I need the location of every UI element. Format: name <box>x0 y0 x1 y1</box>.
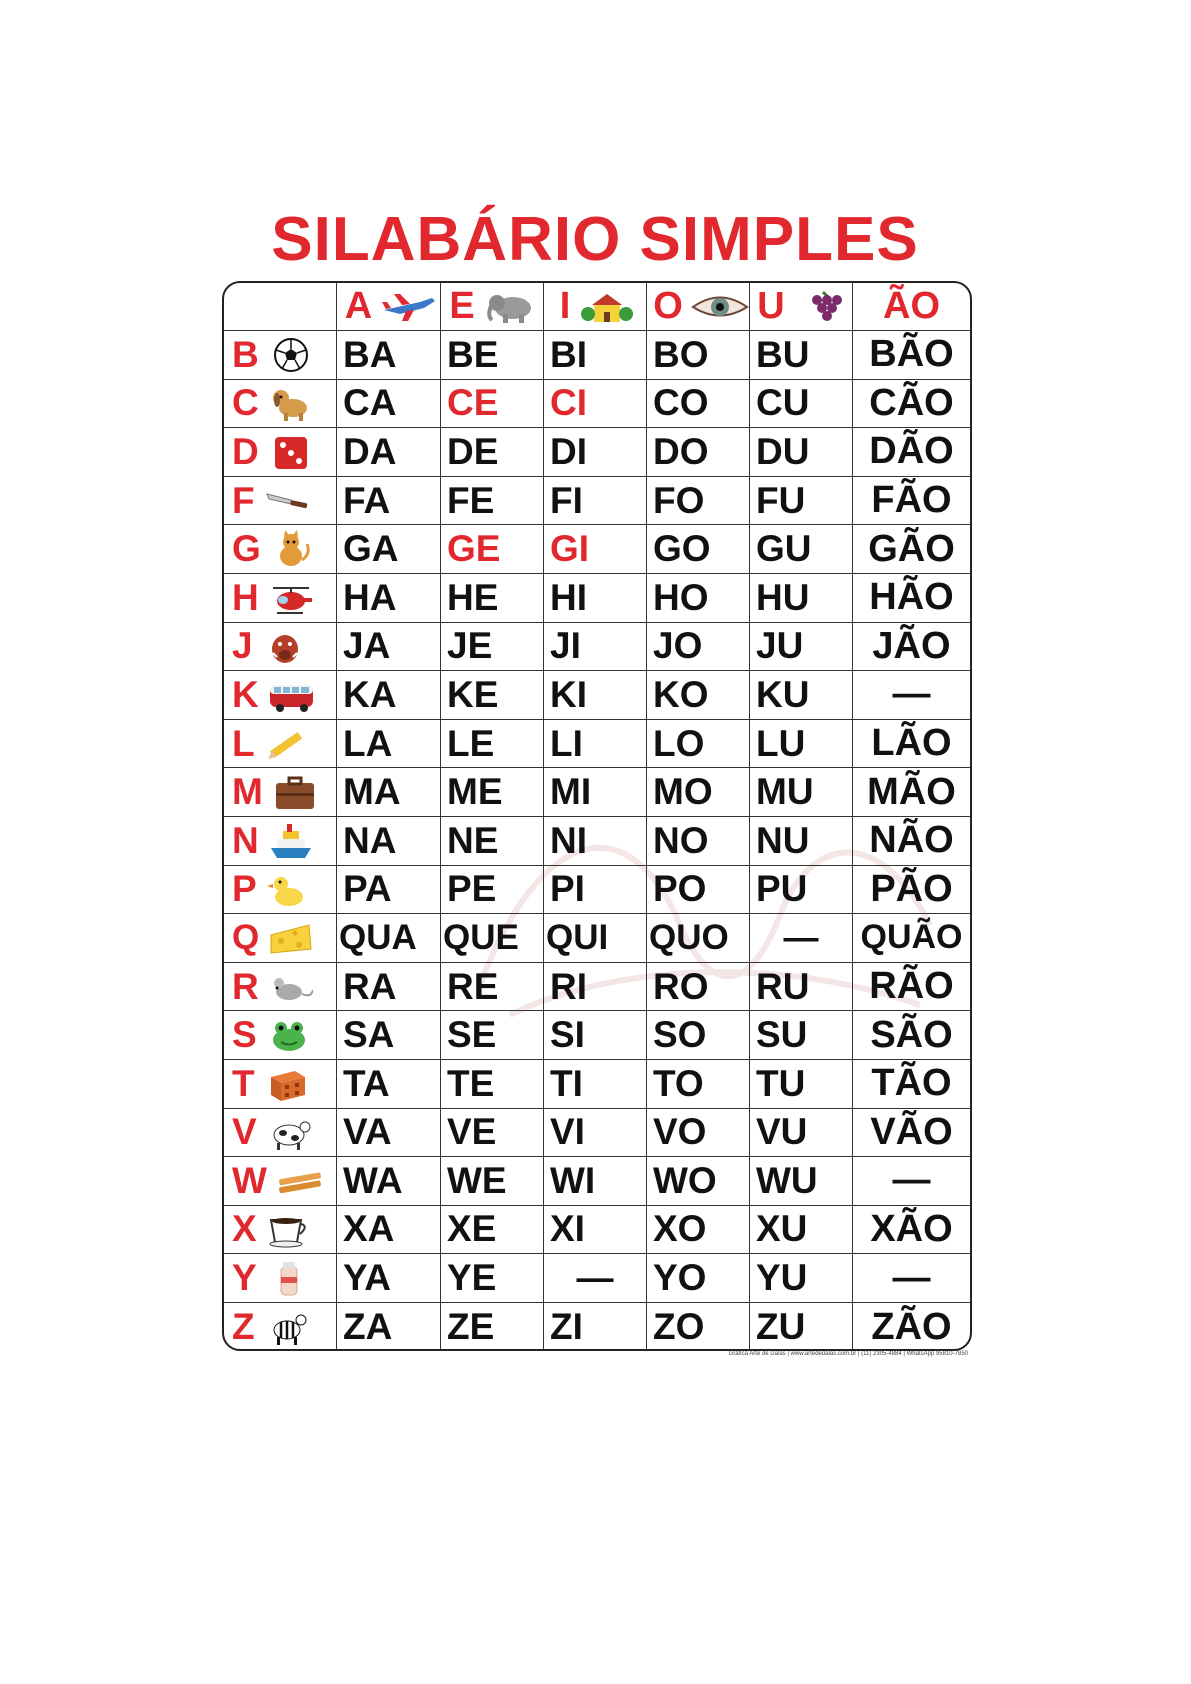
syllable-cell: FO <box>647 477 750 526</box>
zebra-icon <box>265 1308 309 1346</box>
syllable-cell: BE <box>441 331 544 380</box>
syllable-chart-poster <box>210 205 980 1365</box>
vowel-header-o <box>647 283 750 331</box>
syllable-cell: CÃO <box>853 380 970 429</box>
syllable-cell: TÃO <box>853 1060 970 1109</box>
syllable-cell: DE <box>441 428 544 477</box>
syllable-cell: RE <box>441 963 544 1012</box>
syllable-cell: FU <box>750 477 853 526</box>
consonant-cell-v <box>224 1109 337 1158</box>
syllable-cell: HI <box>544 574 647 623</box>
syllable-cell: VÃO <box>853 1109 970 1158</box>
wafer-icon <box>277 1162 321 1200</box>
syllable-cell: WE <box>441 1157 544 1206</box>
consonant-cell-q <box>224 914 337 963</box>
syllable-cell: QUO <box>647 914 750 963</box>
consonant-label: C <box>232 382 259 424</box>
vowel-header-i <box>544 283 647 331</box>
syllable-cell: YO <box>647 1254 750 1303</box>
publisher-footer: Gráfica Arte de Dalas | www.artededalas.com.br | (11) 2305-4884 | WhatsApp 95810-7850 <box>728 1351 968 1357</box>
syllable-cell: PI <box>544 866 647 915</box>
consonant-cell-t <box>224 1060 337 1109</box>
syllable-cell: LU <box>750 720 853 769</box>
consonant-label: K <box>232 673 259 715</box>
ball-icon <box>269 336 313 374</box>
syllable-cell: HE <box>441 574 544 623</box>
syllable-cell: ZA <box>337 1303 441 1351</box>
boar-icon <box>263 627 307 665</box>
syllable-cell: PA <box>337 866 441 915</box>
syllable-cell: PU <box>750 866 853 915</box>
consonant-label: Y <box>232 1257 257 1299</box>
syllable-cell: LÃO <box>853 720 970 769</box>
dice-icon <box>269 433 313 471</box>
vowel-header-u <box>750 283 853 331</box>
syllable-cell: QUI <box>544 914 647 963</box>
syllable-cell: PO <box>647 866 750 915</box>
syllable-cell: YE <box>441 1254 544 1303</box>
consonant-label: M <box>232 771 263 813</box>
consonant-label: P <box>232 868 257 910</box>
syllable-cell: CI <box>544 380 647 429</box>
syllable-cell: XE <box>441 1206 544 1255</box>
syllable-cell: PE <box>441 866 544 915</box>
syllable-cell: TO <box>647 1060 750 1109</box>
syllable-cell: GE <box>441 525 544 574</box>
syllable-cell: WA <box>337 1157 441 1206</box>
syllable-cell: XO <box>647 1206 750 1255</box>
cat-icon <box>271 530 315 568</box>
consonant-label: S <box>232 1014 257 1056</box>
syllable-cell: LO <box>647 720 750 769</box>
syllable-cell: TE <box>441 1060 544 1109</box>
consonant-label: V <box>232 1111 257 1153</box>
cheese-icon <box>269 919 313 957</box>
syllable-cell: VU <box>750 1109 853 1158</box>
syllable-cell: NE <box>441 817 544 866</box>
syllable-cell: GU <box>750 525 853 574</box>
syllable-cell: HA <box>337 574 441 623</box>
syllable-cell: MA <box>337 768 441 817</box>
consonant-label: J <box>232 625 253 667</box>
syllable-cell: GI <box>544 525 647 574</box>
eye-icon <box>691 290 749 324</box>
vowel-label: ÃO <box>883 285 940 327</box>
syllable-cell: BI <box>544 331 647 380</box>
consonant-cell-j <box>224 623 337 672</box>
consonant-label: T <box>232 1062 255 1104</box>
consonant-cell-g <box>224 525 337 574</box>
syllable-cell: RU <box>750 963 853 1012</box>
consonant-cell-c <box>224 380 337 429</box>
pencil-icon <box>265 725 309 763</box>
consonant-cell-h <box>224 574 337 623</box>
syllable-cell: YU <box>750 1254 853 1303</box>
syllable-cell: WO <box>647 1157 750 1206</box>
helicopter-icon <box>269 579 313 617</box>
syllable-cell: MU <box>750 768 853 817</box>
syllable-cell: SÃO <box>853 1011 970 1060</box>
consonant-cell-y <box>224 1254 337 1303</box>
syllable-cell: NÃO <box>853 817 970 866</box>
syllable-cell: FI <box>544 477 647 526</box>
syllable-cell: JA <box>337 623 441 672</box>
syllable-cell: TI <box>544 1060 647 1109</box>
syllable-cell: LE <box>441 720 544 769</box>
syllable-cell: VA <box>337 1109 441 1158</box>
syllable-cell: DÃO <box>853 428 970 477</box>
syllable-cell: GÃO <box>853 525 970 574</box>
consonant-cell-f <box>224 477 337 526</box>
consonant-label: X <box>232 1208 257 1250</box>
syllable-cell: JU <box>750 623 853 672</box>
syllable-cell: WI <box>544 1157 647 1206</box>
consonant-label: L <box>232 722 255 764</box>
syllable-cell: XA <box>337 1206 441 1255</box>
syllable-cell: FA <box>337 477 441 526</box>
consonant-cell-x <box>224 1206 337 1255</box>
vowel-label: I <box>559 285 571 327</box>
syllable-cell: LI <box>544 720 647 769</box>
syllable-cell: ZO <box>647 1303 750 1351</box>
vowel-label: O <box>653 285 683 327</box>
dog-icon <box>269 384 313 422</box>
syllable-cell: SU <box>750 1011 853 1060</box>
duck-icon <box>267 870 311 908</box>
consonant-cell-b <box>224 331 337 380</box>
church-icon <box>578 290 636 324</box>
syllable-cell: BU <box>750 331 853 380</box>
syllable-cell: CE <box>441 380 544 429</box>
syllable-cell: XÃO <box>853 1206 970 1255</box>
syllable-cell: CA <box>337 380 441 429</box>
syllable-cell: NU <box>750 817 853 866</box>
syllable-cell: ZÃO <box>871 1305 952 1348</box>
consonant-label: B <box>232 333 259 375</box>
syllable-cell: RÃO <box>853 963 970 1012</box>
syllable-cell: DO <box>647 428 750 477</box>
vowel-header-e <box>441 283 544 331</box>
consonant-cell-s <box>224 1011 337 1060</box>
syllable-cell: SO <box>647 1011 750 1060</box>
consonant-cell-l <box>224 720 337 769</box>
syllable-cell: CU <box>750 380 853 429</box>
syllable-cell: FE <box>441 477 544 526</box>
syllable-cell: HU <box>750 574 853 623</box>
brick-icon <box>265 1065 309 1103</box>
syllable-cell: — <box>853 1157 970 1206</box>
syllable-cell: PÃO <box>853 866 970 915</box>
syllable-cell: KU <box>750 671 853 720</box>
consonant-cell-n <box>224 817 337 866</box>
poster-title: SILABÁRIO SIMPLES <box>271 205 919 274</box>
consonant-label: W <box>232 1159 267 1201</box>
consonant-cell-k <box>224 671 337 720</box>
cup-icon <box>267 1210 311 1248</box>
syllable-cell: MI <box>544 768 647 817</box>
syllable-cell: HÃO <box>853 574 970 623</box>
syllable-cell: — <box>750 914 853 963</box>
syllable-cell: XU <box>750 1206 853 1255</box>
consonant-label: G <box>232 528 261 570</box>
syllable-cell: SI <box>544 1011 647 1060</box>
syllable-cell: KO <box>647 671 750 720</box>
syllable-cell: FÃO <box>853 477 970 526</box>
consonant-label: Z <box>232 1306 255 1348</box>
syllable-cell: YA <box>337 1254 441 1303</box>
syllable-cell: ZU <box>750 1303 853 1351</box>
syllable-cell: — <box>544 1254 647 1303</box>
syllable-cell: DU <box>750 428 853 477</box>
syllable-cell: LA <box>337 720 441 769</box>
syllable-cell: RO <box>647 963 750 1012</box>
syllable-cell: QUÃO <box>853 914 970 963</box>
syllable-cell: SE <box>441 1011 544 1060</box>
syllable-cell: SA <box>337 1011 441 1060</box>
syllable-cell: NO <box>647 817 750 866</box>
syllable-cell: QUE <box>441 914 544 963</box>
vowel-label: U <box>757 285 785 327</box>
syllable-cell: ZE <box>441 1303 544 1351</box>
syllable-cell: NI <box>544 817 647 866</box>
knife-icon <box>265 482 309 520</box>
syllable-cell: RA <box>337 963 441 1012</box>
syllable-cell: KI <box>544 671 647 720</box>
syllable-cell: MO <box>647 768 750 817</box>
consonant-cell-m <box>224 768 337 817</box>
syllable-cell: BO <box>647 331 750 380</box>
consonant-cell-r <box>224 963 337 1012</box>
syllable-cell: MÃO <box>853 768 970 817</box>
consonant-cell-w <box>224 1157 337 1206</box>
grapes-icon <box>793 290 851 324</box>
syllable-cell: TU <box>750 1060 853 1109</box>
vowel-label: E <box>449 285 475 327</box>
syllable-cell: GA <box>337 525 441 574</box>
airplane-icon <box>380 290 438 324</box>
syllable-cell: VO <box>647 1109 750 1158</box>
syllable-cell: KE <box>441 671 544 720</box>
ship-icon <box>269 822 313 860</box>
syllable-cell: — <box>853 1254 970 1303</box>
consonant-label: D <box>232 430 259 472</box>
syllable-cell: CO <box>647 380 750 429</box>
cow-icon <box>267 1113 311 1151</box>
syllable-cell: WU <box>750 1157 853 1206</box>
suitcase-icon <box>273 773 317 811</box>
consonant-label: R <box>232 965 259 1007</box>
consonant-label: F <box>232 479 255 521</box>
consonant-cell-d <box>224 428 337 477</box>
syllable-cell: JO <box>647 623 750 672</box>
vowel-header-ao <box>853 283 970 331</box>
consonant-label: Q <box>232 917 260 957</box>
syllable-cell: ZI <box>544 1303 647 1351</box>
syllable-cell: RI <box>544 963 647 1012</box>
consonant-label: N <box>232 819 259 861</box>
syllable-cell: VI <box>544 1109 647 1158</box>
syllable-cell: XI <box>544 1206 647 1255</box>
syllable-cell: DI <box>544 428 647 477</box>
syllable-cell: JE <box>441 623 544 672</box>
yogurt-icon <box>267 1259 311 1297</box>
corner-cell <box>224 283 337 331</box>
syllable-cell: BÃO <box>853 331 970 380</box>
syllable-grid <box>222 281 972 1351</box>
syllable-cell: HO <box>647 574 750 623</box>
frog-icon <box>267 1016 311 1054</box>
elephant-icon <box>483 290 541 324</box>
syllable-cell: NA <box>337 817 441 866</box>
consonant-cell-p <box>224 866 337 915</box>
van-icon <box>269 676 313 714</box>
syllable-cell: JI <box>544 623 647 672</box>
syllable-cell: BA <box>337 331 441 380</box>
syllable-cell: JÃO <box>853 623 970 672</box>
syllable-cell: TA <box>337 1060 441 1109</box>
syllable-cell: QUA <box>337 914 441 963</box>
mouse-icon <box>269 968 313 1006</box>
consonant-cell-z <box>224 1303 337 1351</box>
vowel-label: A <box>344 285 373 327</box>
syllable-cell: — <box>853 671 970 720</box>
syllable-cell: ME <box>441 768 544 817</box>
vowel-header-a <box>337 283 441 331</box>
syllable-cell: GO <box>647 525 750 574</box>
syllable-cell: VE <box>441 1109 544 1158</box>
syllable-cell: DA <box>337 428 441 477</box>
syllable-cell: KA <box>337 671 441 720</box>
consonant-label: H <box>232 576 259 618</box>
